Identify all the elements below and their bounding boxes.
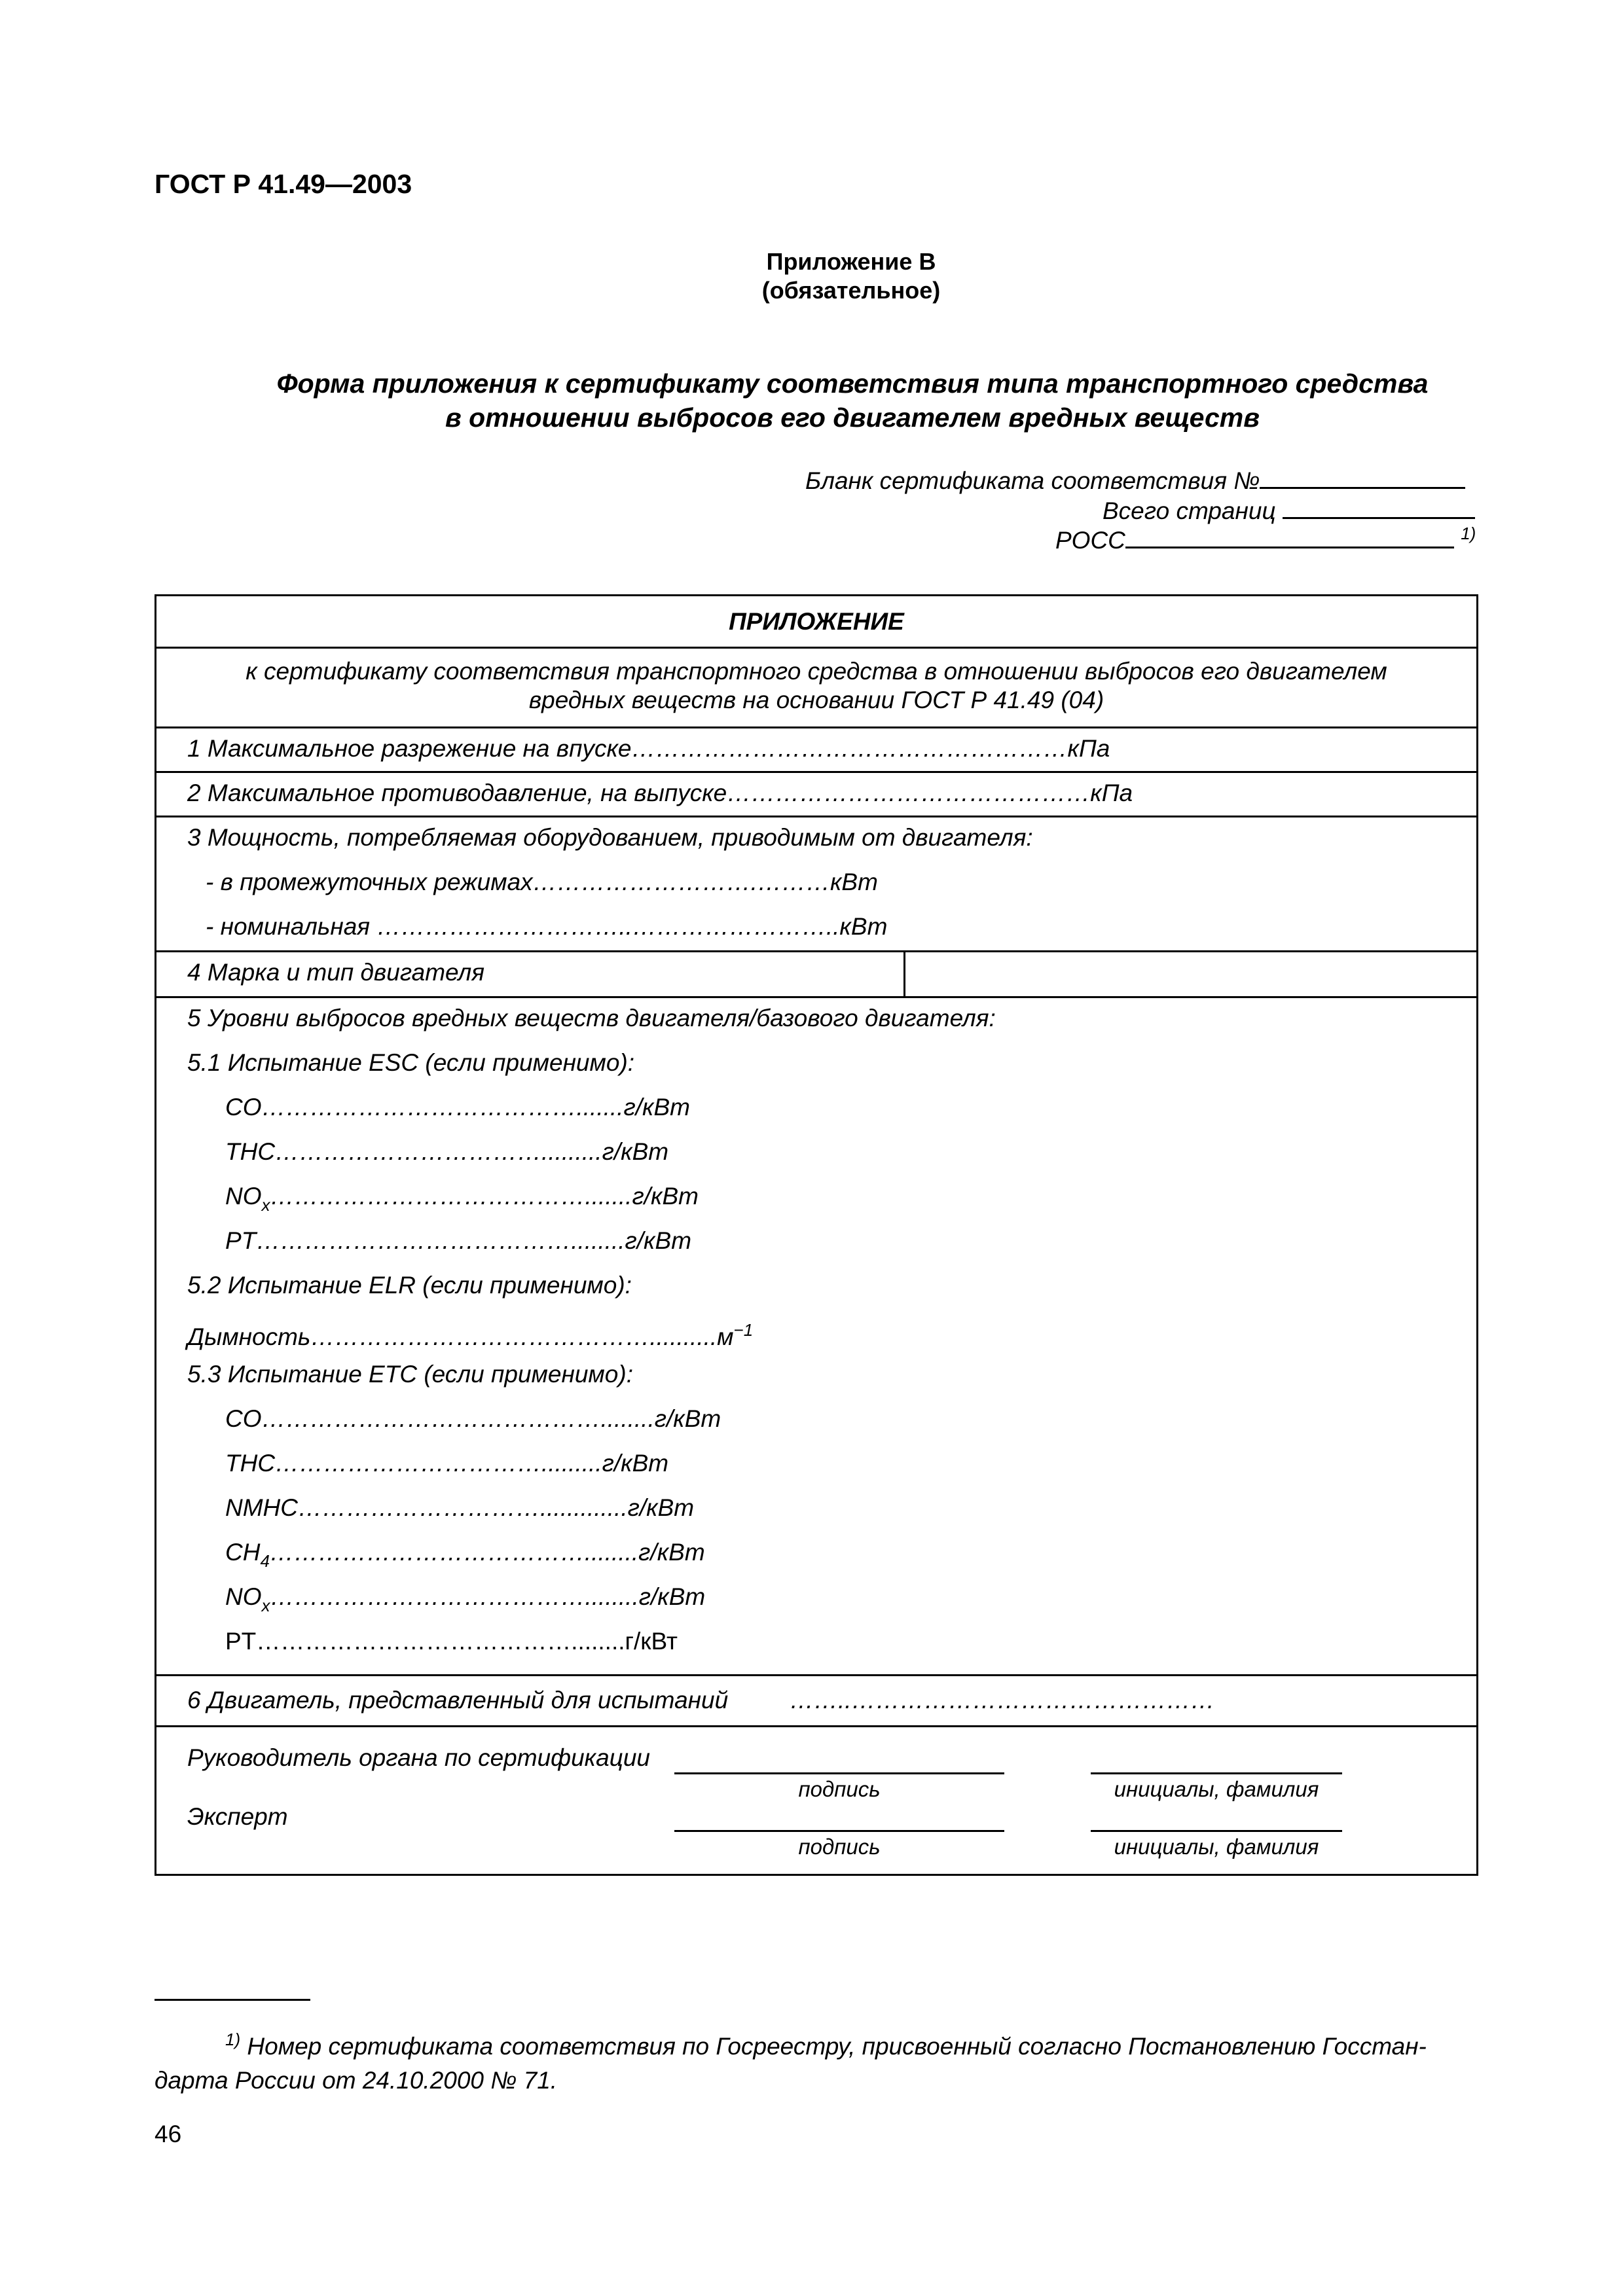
row-divider — [155, 996, 1478, 998]
ross-line — [1125, 524, 1454, 548]
total-pages-line — [1283, 495, 1475, 519]
table-subheading-line1: к сертификату соответствия транспортного средства в отношении выбросов его двигателем — [246, 658, 1387, 685]
etc-co: CO……………………………………........г/кВт — [225, 1405, 721, 1432]
ross-footnote-marker: 1) — [1461, 524, 1476, 543]
footnote — [155, 2022, 1478, 2098]
etc-nmhc: NMHC………………………….............г/кВт — [225, 1494, 695, 1521]
elr-smoke: $Дымность\dots\dots\dots\dots\dots\dots\dots\dots\dots\dots\dots\dots\dots\dots..........м^{-1}$ — [187, 1320, 754, 1350]
expert-signature-line — [674, 1830, 1004, 1832]
row-power-consumption: 3 Мощность, потребляемая оборудованием, приводимым от двигателя: — [187, 824, 1033, 851]
row-power-intermediate: - в промежуточных режимах……………………….………кВт — [206, 869, 878, 895]
certificate-number-field — [805, 465, 1465, 495]
row-divider — [155, 950, 1478, 952]
footnote-line1: Номер сертификата соответствия по Госреестру, присвоенный согласно Постановлению Госстан- — [247, 2033, 1427, 2060]
expert-name-line — [1091, 1830, 1342, 1832]
etc-thc: THC…………………………….........г/кВт — [225, 1450, 669, 1477]
expert-signature-caption: подпись — [798, 1835, 881, 1859]
head-of-certification-label: Руководитель органа по сертификации — [187, 1744, 651, 1771]
elr-test-heading: 5.2 Испытание ELR (если применимо): — [187, 1272, 632, 1299]
appendix-title: Приложение В — [766, 248, 936, 275]
form-title-line2: в отношении выбросов его двигателем вредных веществ — [445, 403, 1260, 433]
etc-pt: PT…………………………………........г/кВт — [225, 1628, 678, 1655]
esc-test-heading: 5.1 Испытание ESC (если применимо): — [187, 1049, 635, 1076]
form-title-line1: Форма приложения к сертификату соответствия типа транспортного средства — [276, 368, 1429, 399]
certificate-number-line — [1260, 465, 1465, 489]
footnote-marker: 1) — [225, 2030, 241, 2049]
row-exhaust-backpressure: 2 Максимальное противодавление, на выпуске………………………………………кПа — [187, 780, 1133, 806]
esc-co: CO………………………………….......г/кВт — [225, 1094, 690, 1121]
row-divider — [155, 1725, 1478, 1727]
row-divider — [155, 1674, 1478, 1676]
table-heading: ПРИЛОЖЕНИЕ — [729, 608, 904, 635]
footnote-separator — [155, 1999, 310, 2001]
expert-name-caption: инициалы, фамилия — [1114, 1835, 1319, 1859]
row-divider — [155, 726, 1478, 728]
page-number: 46 — [155, 2121, 182, 2147]
row-engine-make: 4 Марка и тип двигателя — [187, 959, 485, 986]
head-name-caption: инициалы, фамилия — [1114, 1777, 1319, 1801]
esc-nox: $NO_x\dots\dots\dots\dots\dots\dots\dots\dots\dots\dots\dots\dots\dots.......г$/кВт — [225, 1183, 699, 1215]
row-divider — [155, 771, 1478, 773]
ross-label: РОСС — [1055, 527, 1125, 554]
etc-test-heading: 5.3 Испытание ETC (если применимо): — [187, 1361, 633, 1388]
etc-nox: $NO_x\dots\dots\dots\dots\dots\dots\dots\dots\dots\dots\dots\dots\dots........г$/кВт — [225, 1583, 706, 1615]
head-signature-line — [674, 1772, 1004, 1774]
total-pages-field — [1103, 495, 1475, 525]
row-test-engine: 6 Двигатель, представленный для испытаний — [187, 1687, 729, 1713]
table-subheading-line2: вредных веществ на основании ГОСТ Р 41.49 (04) — [528, 687, 1104, 713]
row-emission-levels: 5 Уровни выбросов вредных веществ двигателя/базового двигателя: — [187, 1005, 996, 1031]
etc-ch4: $CH_4\dots\dots\dots\dots\dots\dots\dots\dots\dots\dots\dots\dots\dots........г$/кВт — [225, 1539, 705, 1571]
appendix-status: (обязательное) — [761, 277, 941, 304]
row-divider — [155, 647, 1478, 649]
certificate-number-label: Бланк сертификата соответствия № — [805, 467, 1260, 494]
expert-label: Эксперт — [187, 1803, 288, 1830]
row-test-engine-dots: ……..……………………………………… — [790, 1687, 1215, 1713]
ross-field — [1055, 524, 1476, 554]
row-power-nominal: - номинальная …………………………..……………………..кВт — [206, 913, 888, 940]
head-name-line — [1091, 1772, 1342, 1774]
footnote-line2: дарта России от 24.10.2000 № 71. — [155, 2067, 558, 2094]
head-signature-caption: подпись — [798, 1777, 881, 1801]
document-header: ГОСТ Р 41.49—2003 — [155, 169, 412, 199]
esc-pt: PT…………………………………........г/кВт — [225, 1227, 692, 1254]
row-intake-vacuum: 1 Максимальное разрежение на впуске………………………………………………кПа — [187, 735, 1110, 762]
row4-column-divider — [903, 950, 905, 996]
row-divider — [155, 816, 1478, 817]
total-pages-label: Всего страниц — [1103, 497, 1276, 524]
esc-thc: THC…………………………….........г/кВт — [225, 1138, 669, 1165]
